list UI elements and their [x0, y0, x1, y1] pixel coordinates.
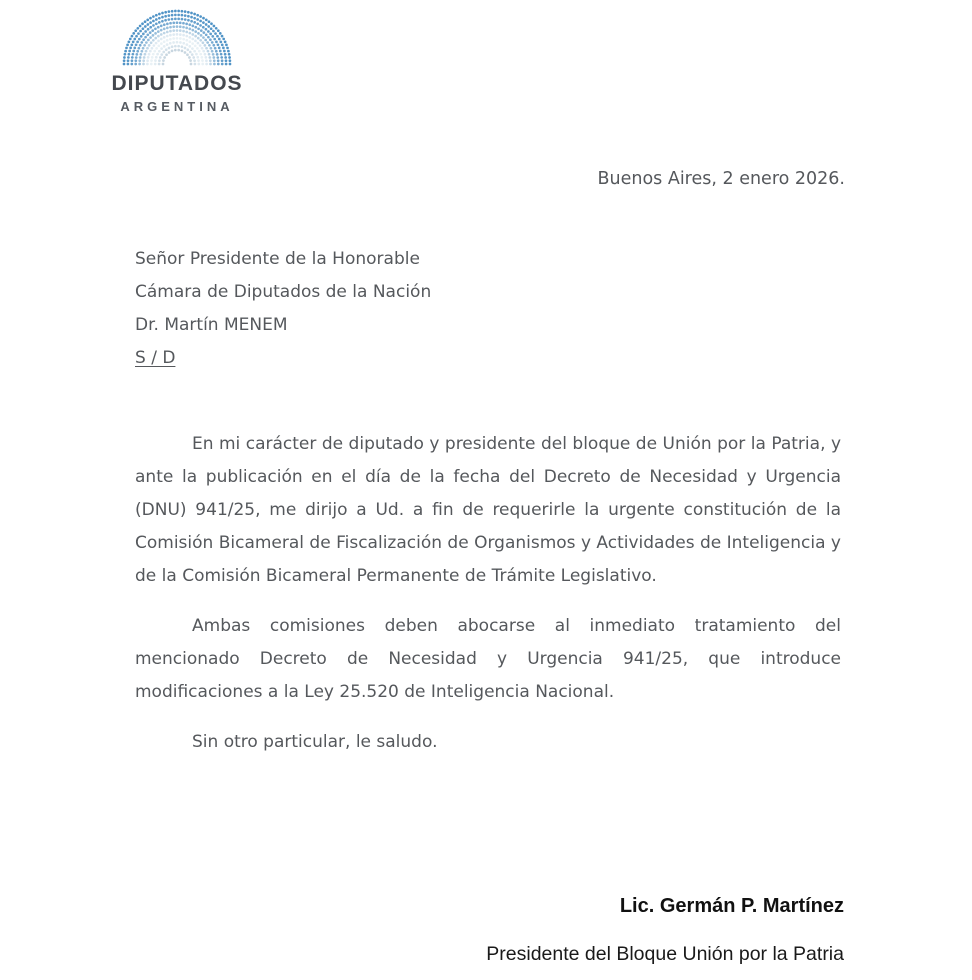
signature-block	[486, 895, 844, 966]
signer-title: Presidente del Bloque Unión por la Patria	[486, 943, 844, 965]
closing-line: Sin otro particular, le saludo.	[192, 732, 438, 752]
recipient-line: Dr. Martín MENEM	[135, 315, 288, 335]
recipient-block	[135, 243, 431, 375]
salutation-sd: S / D	[135, 348, 176, 368]
body-paragraph: Ambas comisiones deben abocarse al inmediato tratamiento del mencionado Decreto de Necesidad y Urgencia 941/25, que introduce modificaciones a la Ley 25.520 de Inteligencia Nacional.	[135, 616, 841, 702]
signer-name: Lic. Germán P. Martínez	[619, 895, 844, 917]
recipient-line: Cámara de Diputados de la Nación	[135, 282, 432, 302]
body-paragraph: En mi carácter de diputado y presidente del bloque de Unión por la Patria, y ante la publicación en el día de la fecha del Decreto de Necesidad y Urgencia (DNU) 941/25, me dirijo a Ud. a fin de requerirle la urgente constitución de la Comisión Bicameral de Fiscalización de Organismos y Actividades de Inteligencia y de la Comisión Bicameral Permanente de Trámite Legislativo.	[135, 434, 841, 586]
logo-org-name: DIPUTADOS	[111, 72, 243, 95]
date-line: Buenos Aires, 2 enero 2026.	[597, 169, 845, 189]
recipient-line: Señor Presidente de la Honorable	[135, 249, 420, 269]
hemicycle-dots-icon	[117, 8, 237, 66]
letter-body	[135, 428, 841, 776]
logo-country-name: ARGENTINA	[120, 99, 234, 114]
diputados-argentina-logo	[111, 8, 243, 114]
